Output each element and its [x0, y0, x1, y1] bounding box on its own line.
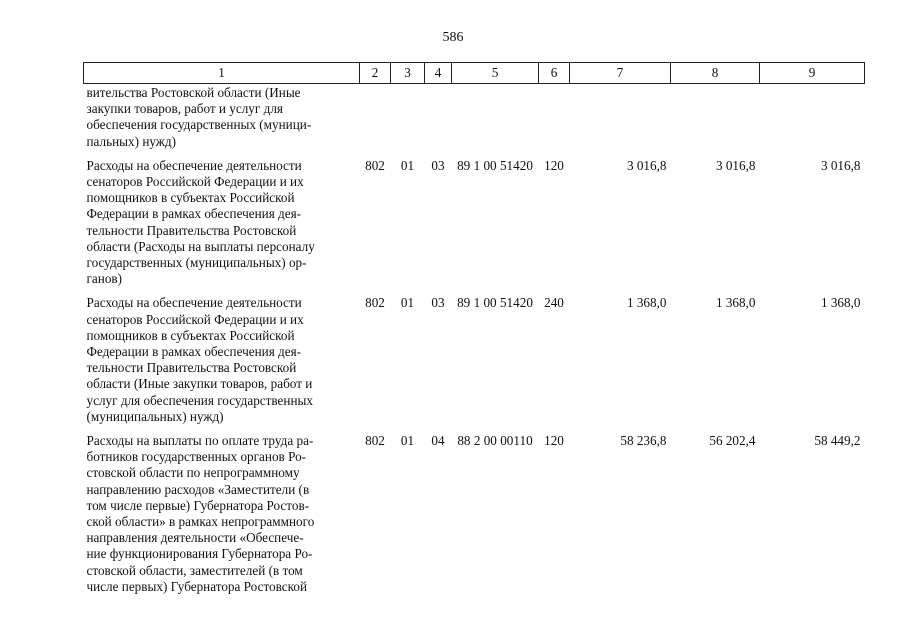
column-header: 8	[671, 63, 760, 84]
text-line: направления деятельности «Обеспече-	[86, 530, 304, 546]
text-line: сенаторов Российской Федерации и их	[86, 311, 304, 327]
expense-type-cell	[539, 84, 570, 150]
text-line: услуг для обеспечения государственных	[86, 392, 313, 408]
text-line: помощников в субъектах Российской	[86, 190, 295, 206]
column-header: 5	[452, 63, 539, 84]
table-row	[84, 287, 865, 425]
ministry-code-cell: 802	[365, 295, 385, 311]
table-header-row	[84, 63, 865, 84]
page-number: 586	[442, 30, 464, 45]
subsection-code-cell: 03	[431, 295, 445, 311]
amount-year1-cell: 3 016,8	[626, 157, 667, 173]
ministry-code-cell	[360, 84, 391, 150]
text-line: государственных (муниципальных) ор-	[86, 255, 307, 271]
section-code-cell: 01	[400, 157, 415, 173]
text-line: тельности Правительства Ростовской	[86, 222, 297, 238]
text-line: стовской области по непрограммному	[86, 465, 300, 481]
text-line: (муниципальных) нужд)	[86, 408, 224, 424]
expense-type-cell: 120	[544, 157, 564, 173]
column-header: 1	[84, 63, 360, 84]
amount-year2-cell: 1 368,0	[715, 295, 756, 311]
text-line: Расходы на выплаты по оплате труда ра-	[86, 433, 314, 449]
expense-name-cell	[84, 287, 360, 425]
section-code-cell: 01	[400, 433, 415, 449]
text-line: области (Иные закупки товаров, работ и	[86, 376, 313, 392]
column-header: 3	[391, 63, 425, 84]
expense-name-cell	[84, 425, 360, 595]
column-header: 7	[570, 63, 671, 84]
amount-year3-cell: 58 449,2	[814, 433, 861, 449]
text-line: обеспечения государственных (муници-	[86, 117, 312, 133]
expense-name-cell	[84, 84, 360, 150]
expense-type-cell: 120	[544, 433, 564, 449]
text-line: закупки товаров, работ и услуг для	[86, 101, 283, 117]
budget-table	[83, 62, 865, 595]
amount-year2-cell: 3 016,8	[715, 157, 756, 173]
amount-year1-cell	[570, 84, 671, 150]
text-line: направлению расходов «Заместители (в	[86, 481, 310, 497]
ministry-code-cell: 802	[365, 157, 385, 173]
target-article-cell: 88 2 00 00110	[457, 433, 533, 449]
text-line: тельности Правительства Ростовской	[86, 360, 297, 376]
text-line: сенаторов Российской Федерации и их	[86, 174, 304, 190]
amount-year1-cell: 58 236,8	[620, 433, 667, 449]
amount-year3-cell: 3 016,8	[820, 157, 861, 173]
target-article-cell: 89 1 00 51420	[457, 295, 533, 311]
text-line: области (Расходы на выплаты персоналу	[86, 238, 315, 254]
text-line: Федерации в рамках обеспечения дея-	[86, 206, 302, 222]
table-row	[84, 425, 865, 595]
subsection-code-cell: 04	[431, 433, 445, 449]
target-article-cell: 89 1 00 51420	[457, 157, 533, 173]
amount-year2-cell	[671, 84, 760, 150]
column-header: 4	[425, 63, 452, 84]
amount-year3-cell	[760, 84, 865, 150]
text-line: ние функционирования Губернатора Ро-	[86, 546, 313, 562]
text-line: стовской области, заместителей (в том	[86, 562, 303, 578]
amount-year2-cell: 56 202,4	[709, 433, 756, 449]
amount-year1-cell: 1 368,0	[626, 295, 667, 311]
expense-type-cell: 240	[544, 295, 564, 311]
text-line: помощников в субъектах Российской	[86, 327, 295, 343]
column-header: 2	[360, 63, 391, 84]
amount-year3-cell: 1 368,0	[820, 295, 861, 311]
section-code-cell	[391, 84, 425, 150]
expense-name-cell	[84, 150, 360, 288]
text-line: Расходы на обеспечение деятельности	[86, 295, 302, 311]
text-line: Расходы на обеспечение деятельности	[86, 157, 302, 173]
ministry-code-cell: 802	[365, 433, 385, 449]
subsection-code-cell	[425, 84, 452, 150]
text-line: ганов)	[86, 271, 123, 287]
text-line: числе первых) Губернатора Ростовской	[86, 578, 308, 594]
text-line: том числе первые) Губернатора Ростов-	[86, 497, 310, 513]
column-header: 9	[760, 63, 865, 84]
target-article-cell	[452, 84, 539, 150]
table-row	[84, 150, 865, 288]
text-line: ской области» в рамках непрограммного	[86, 514, 315, 530]
column-header: 6	[539, 63, 570, 84]
text-line: ботников государственных органов Ро-	[86, 449, 307, 465]
section-code-cell: 01	[400, 295, 415, 311]
subsection-code-cell: 03	[431, 157, 445, 173]
table-row	[84, 84, 865, 150]
text-line: Федерации в рамках обеспечения дея-	[86, 344, 302, 360]
text-line: пальных) нужд)	[86, 133, 177, 149]
text-line: вительства Ростовской области (Иные	[86, 85, 301, 100]
